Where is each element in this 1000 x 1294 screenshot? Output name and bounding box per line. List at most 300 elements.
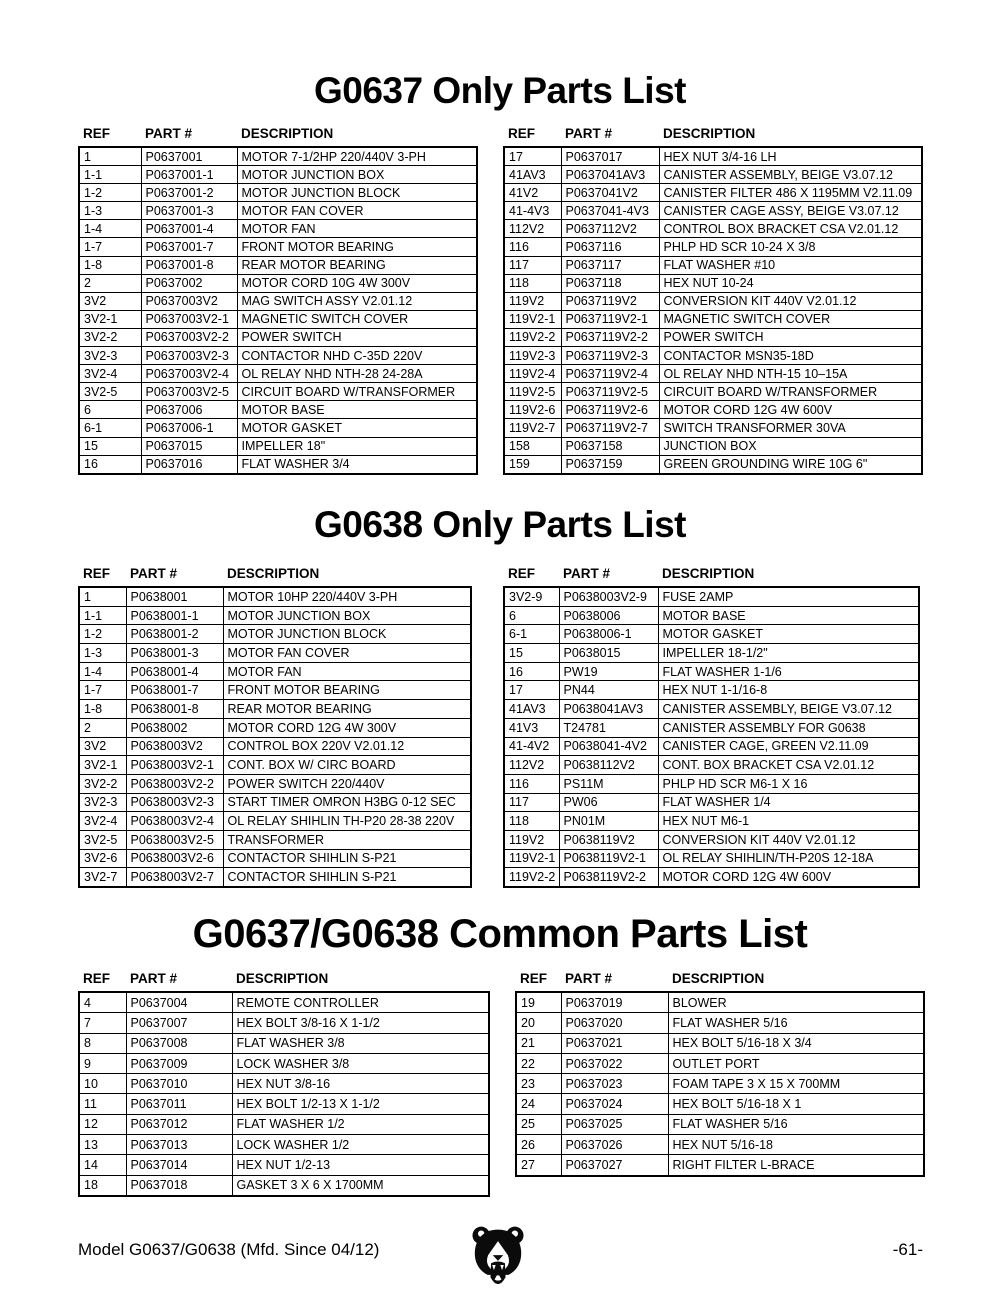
table-cell: MOTOR JUNCTION BLOCK [237, 184, 477, 202]
table-cell: P0637007 [126, 1013, 232, 1033]
table-cell: 112V2 [504, 756, 559, 775]
table-cell: 119V2-5 [504, 383, 561, 401]
column-header-part: PART # [565, 126, 613, 141]
table-row [516, 1074, 924, 1094]
table-row [79, 700, 471, 719]
table-cell: REAR MOTOR BEARING [237, 256, 477, 274]
table-cell: 3V2-3 [79, 347, 141, 365]
table-cell: HEX BOLT 3/8-16 X 1-1/2 [232, 1013, 489, 1033]
table-cell: P0637014 [126, 1155, 232, 1175]
table-row [504, 718, 919, 737]
table-row [504, 681, 919, 700]
table-cell: P0638006-1 [559, 625, 658, 644]
table-cell: P0637119V2-6 [561, 401, 659, 419]
table-cell: 3V2-4 [79, 365, 141, 383]
table-cell: CANISTER FILTER 486 X 1195MM V2.11.09 [659, 184, 922, 202]
table-cell: CIRCUIT BOARD W/TRANSFORMER [659, 383, 922, 401]
column-header-description: DESCRIPTION [663, 126, 756, 141]
table-cell: P0638119V2 [559, 830, 658, 849]
table-row [79, 756, 471, 775]
table-cell: P0637003V2-2 [141, 328, 237, 346]
table-cell: 1-1 [79, 166, 141, 184]
table-row [79, 868, 471, 887]
table-cell: PHLP HD SCR 10-24 X 3/8 [659, 238, 922, 256]
table-cell: CONVERSION KIT 440V V2.01.12 [659, 292, 922, 310]
table-cell: 26 [516, 1135, 561, 1155]
table-cell: P0637112V2 [561, 220, 659, 238]
table-cell: P0637117 [561, 256, 659, 274]
table-cell: HEX NUT 3/4-16 LH [659, 147, 922, 166]
table-cell: GREEN GROUNDING WIRE 10G 6" [659, 455, 922, 474]
table-cell: P0637119V2-3 [561, 347, 659, 365]
table-cell: FLAT WASHER 3/4 [237, 455, 477, 474]
table-row [504, 419, 922, 437]
table-cell: 1 [79, 147, 141, 166]
table-cell: OL RELAY NHD NTH-15 10–15A [659, 365, 922, 383]
table-row [504, 774, 919, 793]
table-cell: MOTOR BASE [658, 606, 919, 625]
table-cell: P0638003V2-2 [126, 774, 223, 793]
table-cell: 15 [79, 437, 141, 455]
table-cell: P0637019 [561, 992, 668, 1013]
table-cell: MAG SWITCH ASSY V2.01.12 [237, 292, 477, 310]
column-header-part: PART # [563, 566, 611, 581]
table-cell: 8 [79, 1033, 126, 1053]
table-row [504, 644, 919, 663]
table-cell: FLAT WASHER 1/2 [232, 1114, 489, 1134]
table-row [504, 220, 922, 238]
table-cell: 41AV3 [504, 166, 561, 184]
table-cell: P0637003V2 [141, 292, 237, 310]
table-cell: 6 [504, 606, 559, 625]
table-row [79, 737, 471, 756]
table-cell: P0638001-7 [126, 681, 223, 700]
table-cell: 118 [504, 812, 559, 831]
table-cell: FRONT MOTOR BEARING [237, 238, 477, 256]
table-cell: 159 [504, 455, 561, 474]
column-header-description: DESCRIPTION [227, 566, 320, 581]
table-cell: P0637001-1 [141, 166, 237, 184]
table-row [79, 256, 477, 274]
table-row [79, 830, 471, 849]
table-row [504, 793, 919, 812]
table-cell: P0638001-4 [126, 662, 223, 681]
table-cell: P0637025 [561, 1114, 668, 1134]
table-cell: 6 [79, 401, 141, 419]
table-cell: MOTOR JUNCTION BOX [223, 606, 471, 625]
table-header-row [516, 971, 924, 992]
table-cell: P0637010 [126, 1074, 232, 1094]
table-cell: 16 [504, 662, 559, 681]
table-cell: MOTOR FAN COVER [223, 644, 471, 663]
column-header-part: PART # [565, 971, 613, 986]
table-cell: 1-4 [79, 220, 141, 238]
table-cell: 2 [79, 718, 126, 737]
table-row [79, 238, 477, 256]
table-row [504, 184, 922, 202]
table-row [79, 992, 489, 1013]
table-cell: 21 [516, 1033, 561, 1053]
table-cell: MOTOR CORD 12G 4W 600V [659, 401, 922, 419]
table-cell: 1-8 [79, 700, 126, 719]
table-cell: P0638003V2-1 [126, 756, 223, 775]
table-cell: MOTOR FAN COVER [237, 202, 477, 220]
table-cell: REAR MOTOR BEARING [223, 700, 471, 719]
table-cell: P0638003V2-7 [126, 868, 223, 887]
table-cell: P0637119V2-5 [561, 383, 659, 401]
table-cell: P0637001-3 [141, 202, 237, 220]
table-cell: CONVERSION KIT 440V V2.01.12 [658, 830, 919, 849]
table-cell: 19 [516, 992, 561, 1013]
table-cell: FLAT WASHER 5/16 [668, 1114, 924, 1134]
table-row [504, 292, 922, 310]
table-cell: REMOTE CONTROLLER [232, 992, 489, 1013]
table-cell: P0637026 [561, 1135, 668, 1155]
table-cell: PN01M [559, 812, 658, 831]
column-header-description: DESCRIPTION [236, 971, 329, 986]
column-header-description: DESCRIPTION [662, 566, 755, 581]
table-cell: MOTOR BASE [237, 401, 477, 419]
column-header-ref: REF [508, 126, 535, 141]
table-cell: START TIMER OMRON H3BG 0-12 SEC [223, 793, 471, 812]
section-title-g0638-only: G0638 Only Parts List [313, 504, 686, 545]
table-cell: 24 [516, 1094, 561, 1114]
column-header-part: PART # [130, 971, 178, 986]
table-cell: CIRCUIT BOARD W/TRANSFORMER [237, 383, 477, 401]
table-cell: HEX NUT 1/2-13 [232, 1155, 489, 1175]
table-cell: LOCK WASHER 3/8 [232, 1053, 489, 1073]
table-cell: MOTOR CORD 10G 4W 300V [237, 274, 477, 292]
table-cell: 16 [79, 455, 141, 474]
table-cell: 119V2 [504, 830, 559, 849]
table-cell: 18 [79, 1175, 126, 1196]
table-cell: P0637003V2-5 [141, 383, 237, 401]
table-cell: 3V2 [79, 292, 141, 310]
table-cell: 158 [504, 437, 561, 455]
table-cell: GASKET 3 X 6 X 1700MM [232, 1175, 489, 1196]
table-cell: P0637041V2 [561, 184, 659, 202]
table-row [79, 310, 477, 328]
table-cell: 118 [504, 274, 561, 292]
table-row [79, 347, 477, 365]
grizzly-bear-logo-icon [469, 1226, 527, 1290]
table-cell: CANISTER CAGE, GREEN V2.11.09 [658, 737, 919, 756]
table-row [504, 830, 919, 849]
table-row [79, 662, 471, 681]
g0637-parts-table-left [78, 126, 478, 475]
common-parts-table-right [515, 971, 925, 1177]
g0638-parts-table-left [78, 566, 472, 888]
table-cell: P0638001-3 [126, 644, 223, 663]
table-cell: 1-2 [79, 625, 126, 644]
table-cell: 1-7 [79, 681, 126, 700]
column-header-part: PART # [130, 566, 178, 581]
column-header-part: PART # [145, 126, 193, 141]
table-cell: P0637023 [561, 1074, 668, 1094]
table-cell: HEX BOLT 1/2-13 X 1-1/2 [232, 1094, 489, 1114]
table-cell: 3V2-2 [79, 774, 126, 793]
table-cell: P0638003V2-6 [126, 849, 223, 868]
table-cell: PW19 [559, 662, 658, 681]
table-cell: P0638041AV3 [559, 700, 658, 719]
table-cell: IMPELLER 18" [237, 437, 477, 455]
common-parts-table-left [78, 971, 490, 1197]
table-cell: P0637001-4 [141, 220, 237, 238]
table-cell: JUNCTION BOX [659, 437, 922, 455]
table-row [79, 274, 477, 292]
table-row [504, 587, 919, 606]
table-cell: 3V2-5 [79, 830, 126, 849]
table-cell: P0638041-4V2 [559, 737, 658, 756]
table-cell: CONTACTOR NHD C-35D 220V [237, 347, 477, 365]
table-cell: HEX NUT 3/8-16 [232, 1074, 489, 1094]
table-cell: CANISTER ASSEMBLY, BEIGE V3.07.12 [659, 166, 922, 184]
table-row [504, 756, 919, 775]
table-cell: 23 [516, 1074, 561, 1094]
table-cell: P0637022 [561, 1053, 668, 1073]
table-header-row [504, 566, 919, 587]
table-cell: 10 [79, 1074, 126, 1094]
table-header-row [79, 566, 471, 587]
table-row [504, 202, 922, 220]
table-cell: 119V2-2 [504, 328, 561, 346]
column-header-description: DESCRIPTION [241, 126, 334, 141]
table-cell: BLOWER [668, 992, 924, 1013]
table-cell: 1-1 [79, 606, 126, 625]
table-cell: P0638001 [126, 587, 223, 606]
table-cell: 2 [79, 274, 141, 292]
table-cell: P0637119V2-1 [561, 310, 659, 328]
table-cell: P0637011 [126, 1094, 232, 1114]
table-row [79, 1175, 489, 1196]
table-row [504, 662, 919, 681]
table-cell: FLAT WASHER 5/16 [668, 1013, 924, 1033]
table-cell: 6-1 [79, 419, 141, 437]
table-cell: CONTACTOR SHIHLIN S-P21 [223, 849, 471, 868]
table-cell: MOTOR CORD 12G 4W 300V [223, 718, 471, 737]
table-cell: P0638001-8 [126, 700, 223, 719]
table-cell: P0637018 [126, 1175, 232, 1196]
table-cell: P0638015 [559, 644, 658, 663]
footer-model-text: Model G0637/G0638 (Mfd. Since 04/12) [78, 1240, 380, 1259]
table-row [79, 774, 471, 793]
table-row [79, 147, 477, 166]
g0638-parts-table-right [503, 566, 920, 888]
column-header-ref: REF [83, 566, 110, 581]
table-cell: LOCK WASHER 1/2 [232, 1135, 489, 1155]
table-cell: 119V2-6 [504, 401, 561, 419]
table-row [79, 1135, 489, 1155]
table-cell: 3V2-2 [79, 328, 141, 346]
table-row [79, 292, 477, 310]
table-cell: 1-8 [79, 256, 141, 274]
table-cell: 22 [516, 1053, 561, 1073]
table-cell: P0637118 [561, 274, 659, 292]
table-cell: FLAT WASHER 1-1/6 [658, 662, 919, 681]
table-cell: P0638002 [126, 718, 223, 737]
table-cell: 3V2-9 [504, 587, 559, 606]
table-row [516, 1013, 924, 1033]
table-cell: 119V2-4 [504, 365, 561, 383]
table-cell: POWER SWITCH 220/440V [223, 774, 471, 793]
page-number: -61- [892, 1240, 923, 1259]
table-cell: P0638119V2-1 [559, 849, 658, 868]
table-cell: 116 [504, 238, 561, 256]
table-cell: P0637158 [561, 437, 659, 455]
table-row [504, 437, 922, 455]
table-cell: P0637006-1 [141, 419, 237, 437]
table-cell: 3V2-7 [79, 868, 126, 887]
table-cell: FOAM TAPE 3 X 15 X 700MM [668, 1074, 924, 1094]
table-header-row [504, 126, 922, 147]
table-cell: P0637002 [141, 274, 237, 292]
table-row [79, 1114, 489, 1134]
table-cell: 117 [504, 793, 559, 812]
table-cell: P0638003V2-3 [126, 793, 223, 812]
table-cell: POWER SWITCH [659, 328, 922, 346]
table-row [79, 849, 471, 868]
table-row [516, 992, 924, 1013]
table-cell: 119V2-1 [504, 849, 559, 868]
table-cell: 116 [504, 774, 559, 793]
table-cell: PN44 [559, 681, 658, 700]
table-cell: CONT. BOX BRACKET CSA V2.01.12 [658, 756, 919, 775]
table-cell: P0637027 [561, 1155, 668, 1176]
table-cell: PW06 [559, 793, 658, 812]
table-row [79, 455, 477, 474]
table-row [516, 1053, 924, 1073]
table-cell: P0637119V2-4 [561, 365, 659, 383]
table-cell: MOTOR GASKET [237, 419, 477, 437]
table-cell: 41V2 [504, 184, 561, 202]
table-cell: CONT. BOX W/ CIRC BOARD [223, 756, 471, 775]
table-cell: MOTOR JUNCTION BOX [237, 166, 477, 184]
table-cell: MOTOR FAN [237, 220, 477, 238]
table-cell: 1 [79, 587, 126, 606]
table-cell: P0638001-2 [126, 625, 223, 644]
table-row [504, 310, 922, 328]
table-cell: 9 [79, 1053, 126, 1073]
table-row [516, 1033, 924, 1053]
table-row [79, 793, 471, 812]
table-row [504, 401, 922, 419]
table-row [504, 606, 919, 625]
table-cell: FUSE 2AMP [658, 587, 919, 606]
table-row [79, 718, 471, 737]
table-row [504, 700, 919, 719]
table-cell: P0637119V2 [561, 292, 659, 310]
table-cell: P0637001 [141, 147, 237, 166]
table-cell: P0638003V2-9 [559, 587, 658, 606]
table-cell: 7 [79, 1013, 126, 1033]
table-cell: P0638112V2 [559, 756, 658, 775]
table-cell: 1-4 [79, 662, 126, 681]
table-cell: 13 [79, 1135, 126, 1155]
table-row [504, 365, 922, 383]
table-cell: P0637004 [126, 992, 232, 1013]
table-row [79, 328, 477, 346]
table-cell: HEX BOLT 5/16-18 X 3/4 [668, 1033, 924, 1053]
table-row [79, 437, 477, 455]
column-header-ref: REF [520, 971, 547, 986]
table-cell: RIGHT FILTER L-BRACE [668, 1155, 924, 1176]
table-cell: P0637116 [561, 238, 659, 256]
table-cell: 11 [79, 1094, 126, 1114]
table-cell: P0637009 [126, 1053, 232, 1073]
table-cell: 119V2-2 [504, 868, 559, 887]
column-header-description: DESCRIPTION [672, 971, 765, 986]
column-header-ref: REF [508, 566, 535, 581]
table-cell: OL RELAY SHIHLIN/TH-P20S 12-18A [658, 849, 919, 868]
column-header-ref: REF [83, 126, 110, 141]
table-cell: SWITCH TRANSFORMER 30VA [659, 419, 922, 437]
table-cell: OUTLET PORT [668, 1053, 924, 1073]
table-row [79, 401, 477, 419]
table-row [79, 812, 471, 831]
table-row [79, 681, 471, 700]
table-cell: P0637041-4V3 [561, 202, 659, 220]
table-cell: HEX NUT 10-24 [659, 274, 922, 292]
table-cell: 112V2 [504, 220, 561, 238]
table-cell: P0637003V2-3 [141, 347, 237, 365]
table-cell: 3V2-1 [79, 310, 141, 328]
table-row [504, 625, 919, 644]
table-cell: P0637012 [126, 1114, 232, 1134]
table-row [516, 1155, 924, 1176]
table-row [504, 455, 922, 474]
table-header-row [79, 971, 489, 992]
table-row [516, 1114, 924, 1134]
table-row [504, 347, 922, 365]
table-cell: FLAT WASHER #10 [659, 256, 922, 274]
table-cell: P0637017 [561, 147, 659, 166]
table-row [504, 868, 919, 887]
table-cell: FRONT MOTOR BEARING [223, 681, 471, 700]
table-cell: 119V2-3 [504, 347, 561, 365]
table-cell: P0638006 [559, 606, 658, 625]
table-row [79, 365, 477, 383]
table-cell: 1-3 [79, 644, 126, 663]
section-title-g0637-only: G0637 Only Parts List [313, 70, 686, 111]
table-row [504, 849, 919, 868]
table-cell: P0637001-8 [141, 256, 237, 274]
table-row [79, 1155, 489, 1175]
table-cell: FLAT WASHER 1/4 [658, 793, 919, 812]
table-cell: 3V2-1 [79, 756, 126, 775]
table-cell: P0637003V2-1 [141, 310, 237, 328]
table-row [504, 328, 922, 346]
table-cell: MOTOR 7-1/2HP 220/440V 3-PH [237, 147, 477, 166]
g0637-parts-table-right [503, 126, 923, 475]
table-cell: P0637008 [126, 1033, 232, 1053]
table-cell: 3V2-3 [79, 793, 126, 812]
table-cell: 1-7 [79, 238, 141, 256]
table-cell: 1-2 [79, 184, 141, 202]
table-cell: 17 [504, 147, 561, 166]
table-cell: T24781 [559, 718, 658, 737]
table-cell: 3V2-5 [79, 383, 141, 401]
table-cell: POWER SWITCH [237, 328, 477, 346]
table-cell: HEX NUT M6-1 [658, 812, 919, 831]
table-cell: 25 [516, 1114, 561, 1134]
table-cell: FLAT WASHER 3/8 [232, 1033, 489, 1053]
table-row [79, 644, 471, 663]
table-row [79, 220, 477, 238]
table-cell: 119V2 [504, 292, 561, 310]
table-cell: MOTOR CORD 12G 4W 600V [658, 868, 919, 887]
table-row [79, 1033, 489, 1053]
table-cell: P0638003V2-5 [126, 830, 223, 849]
